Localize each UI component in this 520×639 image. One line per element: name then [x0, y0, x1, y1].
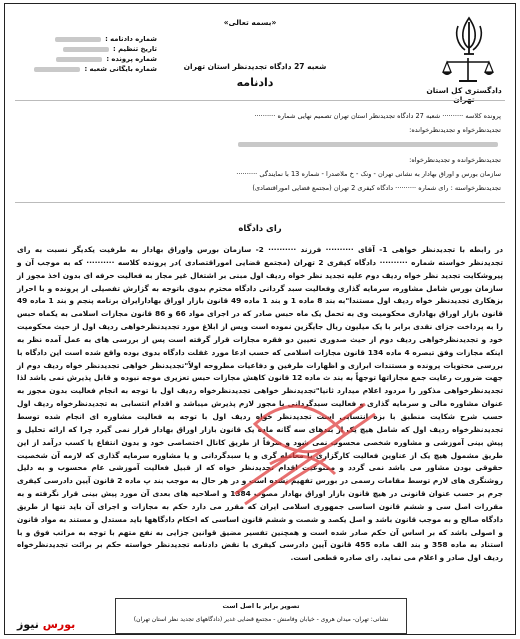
document-page — [4, 3, 516, 635]
case-line-5: تجدیدنظرخواسته : رای شماره ·········· دادگاه کیفری 2 تهران (مجتمع قضایی اموراقتصادی) — [252, 184, 501, 192]
redacted-value — [55, 37, 101, 42]
meta-verdict-number: شماره دادنامه : — [27, 34, 157, 44]
meta-case-number: شماره پرونده : — [27, 54, 157, 64]
iran-emblem-icon — [449, 14, 489, 58]
certified-copy-note: تصویر برابر با اصل است — [222, 602, 300, 610]
scales-of-justice-icon — [441, 56, 495, 84]
case-line-3: تجدیدنظرخوانده و تجدیدنظرخواه: — [409, 156, 501, 164]
court-branch-title: شعبه 27 دادگاه تجدیدنظر استان تهران — [183, 62, 327, 71]
redacted-line — [205, 140, 501, 148]
ruling-heading: رای دادگاه — [238, 224, 282, 234]
footer-box — [115, 598, 407, 634]
verdict-title: دادنامه — [236, 76, 274, 89]
header-divider — [15, 100, 505, 101]
meta-archive-number: شماره بایگانی شعبه : — [27, 64, 157, 74]
meta-date: تاریخ تنظیم : — [27, 44, 157, 54]
bismillah-heading: «بسمه تعالی» — [223, 18, 277, 27]
case-line-4: سازمان بورس و اوراق بهادار به نشانی تهران - ونک - خ ملاصدرا - شماره 13 با نمایندگی ·········· — [236, 170, 501, 178]
case-line-2: تجدیدنظرخواه و تجدیدنظرخوانده: — [409, 126, 501, 134]
judiciary-name: دادگستری کل استان — [426, 86, 502, 95]
bourse-news-logo: بورس نیوز — [17, 618, 76, 631]
redacted-value — [34, 67, 80, 72]
case-line-1: پرونده کلاسه ·········· شعبه 27 دادگاه تجدیدنظر استان تهران تصمیم نهایی شماره ·········· — [254, 112, 501, 120]
redacted-value — [63, 47, 109, 52]
redacted-value — [56, 57, 102, 62]
court-address: نشانی: تهران- میدان هروی - خیابان وفامنش - مجتمع قضایی غدیر (دادگاههای تجدید نظر استان تهران) — [133, 616, 389, 623]
ruling-body — [17, 244, 503, 574]
ruling-paragraph: در رابطه با تجدیدنظر خواهی 1- آقای ·········· فرزند ·········· 2- سازمان بورس واوراق بهادار به طرفیت یکدیگر نسبت به رای تجدیدنظر خواسته شماره ·········· دادگاه کیفری 2 تهران (مجتمع قضایی اموراقتصادی )در پرونده کلاسه ·········· که به موجب آن و پیروشکایت تجدید نظر خواه ردیف دوم علیه تجدید نظر خواه ردیف اول مبنی بر اشتغال غیر مجاز به فعالیت حرفه ای بدون اخذ مجوز از سازمان بورس شامل مشاوره، سرمایه گذاری وفعالیت سبد گردانی دادگاه محترم بدوی باتوجه به گزارش تفصیلی از پرونده و با احراز بزهکاری تجدیدنظر خواه ردیف اول مستندا"به بند 8 ماده 1 و بند 1 ماده 49 قانون بازار اوراق بهادارایران برنامه پنجم و بند 1 ماده 49 قانون بازار اوراق بهاداری محکومیت وی به تحمل یک ماه حبس صادر که در اجرای مواد 66 و 86 قانون مجازات اسلامی به یکماه حبس را به پرداخت جزای نقدی برابر با یک میلیون ریال جایگزین نموده است وپس از ابلاغ مورد تجدیدنظرخواهی ردیف اول از حیث محکومیت خود و تجدیدنظرخواهی ردیف دوم از حیث صدوری تعیین دو فقره مجازات قرار گرفته است پس از بررسی های به عمل آمده نظر به اینکه مجازات وفق تبصره 4 ماده 134 قانون مجازات اسلامی که حسب ادعا مورد غفلت دادگاه بدوی بوده واقع شده است این دادگاه با بررسی محتویات پرونده و مستندات ابرازی و اظهارات طرفین و دفاعیات مطروحه اولاً"تجدیدنظر خواهی تجدیدنظر خواه ردیف دوم از جهت ضرورت رعایت جمع مجازاتها توجهاً به بند ث ماده 12 قانون کاهش مجازات حبس تعزیری موجه نبوده و قابل پذیرش نمی باشد لذا تجدیدنظرخواهی مذکور را مردود اعلام میدارد ثانیا"تجدیدنظر خواهی تجدیدنظرخواه ردیف اول با توجه به انجام فعالیت بدون مجوز به عنوان مشاوره مالی و سرمایه گذاری و فعالیت سبدگردانی با مجوز لازم پذیرش میباشد و اقدام انتسابی به تجدیدنظرخواه ردیف اول حسب شرح شکایت منطبق با بزه انتسابی است تجدیدنظر خواه ردیف اول با توجه به فعالیت مشاوره ای انجام شده توسط تجدیدنظرخواه ردیف اول که شامل هیچ یک از بندهای سه گانه ماده یک قانون بازار اوراق بهادار قرار نمی گیرد چرا که ارائه تحلیل و پیش بینی آموزشی و مشاوره شخصی محسوب نمی شود و صرفاً از طریق کانال اختصاصی خود و بدون انتفاع یا کسب درآمد از این طریق مشمول هیچ یک از عناوین فعالیت کارگزاری یا معامله گری و یا سبدگردانی و یا مشاوره سرمایه گذاری که لازمه آن شخصیت حقوقی بودن مشاور می باشد نمی گردد و ممنوعیت اقدام تجدیدنظر خواه که از قبیل فعالیت آموزشی عام محسوب و به دلیل روشنگری های لازم توسط مقامات رسمی در بورس تفهیم نشده است و در هر حال به موجب بند پ ماده 2 قانون آیین دادرسی کیفری جرم بر حسب عنوان قانونی در هیچ قانون بازار اوراق بهادار مصوب 1384 و اصلاحیه های بعدی آن مورد پیش بینی قرار نگرفته و به مقررات اصل سی و ششم قانون اساسی جمهوری اسلامی ایران که مقرر می دارد حکم به مجازات و اجرای آن باید تنها از طریق دادگاه صالح و به موجب قانون باشد و اصل یکصد و شصت و ششم قانون اساسی که احکام دادگاهها باید مستدل و مستند به مواد قانون و اصولی باشد که بر اساس آن حکم صادر شده است و همچنین تفسیر مضیق قوانین جزایی به نفع متهم با توجه به مراتب فوق و با استناد به ماده 358 و بند الف ماده 455 قانون آیین دادرسی کیفری با نقض دادنامه تجدیدنظر خواسته حکم بر برائت تجدیدنظرخواه ردیف اول صادر و اعلام می نماید. رای صادره قطعی است. — [17, 245, 504, 563]
case-metadata — [27, 34, 157, 74]
section-divider — [15, 202, 505, 203]
